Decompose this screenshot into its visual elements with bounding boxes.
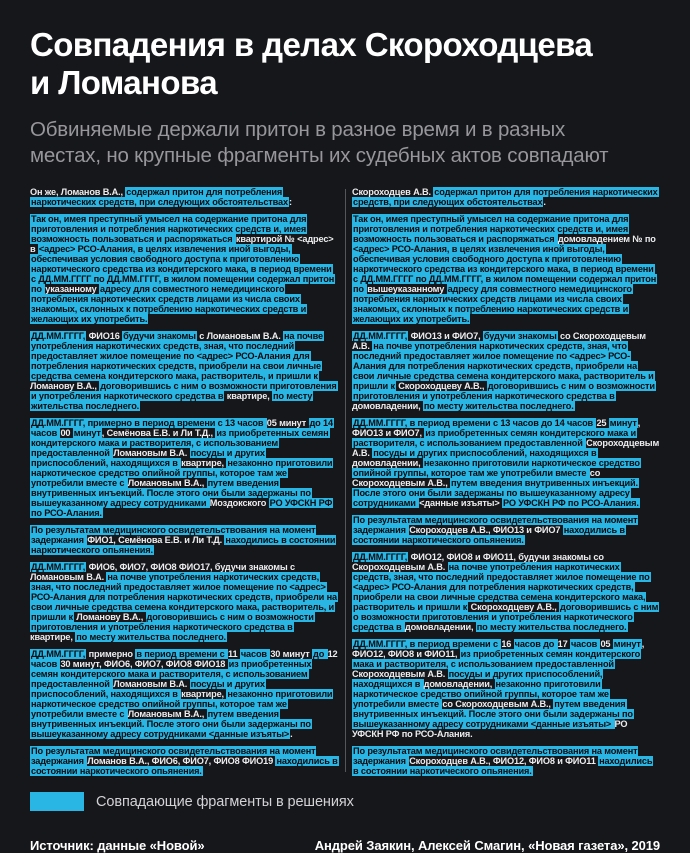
matching-fragment: минут	[73, 428, 101, 438]
matching-fragment: из приобретенных семян кондитерского мака и растворителя, с использованием предоставленной	[353, 649, 641, 669]
differing-fragment: 16	[501, 639, 514, 649]
court-text-paragraph	[352, 331, 660, 411]
matching-fragment: по месту жительства последнего.	[476, 622, 627, 632]
left-column-lomanov	[30, 187, 338, 776]
court-text-paragraph	[352, 746, 660, 776]
matching-fragment: Так он, имея преступный умысел на содержание притона для приготовления и потребления наркотических средств и, имея возможность пользоваться и распоряжаться	[31, 214, 307, 244]
matching-fragment: <адрес> РСО-Алания, в целях извлечения иной выгоды, обеспечивая условия свободного доступа к приготовлению наркотического средства из кондитерского мака, в период времени с ДД.ММ.ГГГГ по ДД.ММ.ГГГГ, в жилом помещении содержал притон по	[31, 244, 335, 294]
differing-fragment: со Скороходцевым А.В.,	[442, 699, 554, 709]
matching-fragment: на почве употребления наркотических средств, зная, что последний предоставляет жилое помещение по <адрес> РСО-Алания для потребления наркотических средств, приобрели на свои личные средства семена кондитерского мака, растворитель и пришли к	[353, 562, 650, 612]
matching-fragment: до 14 часов	[31, 418, 333, 438]
matching-fragment: по месту жительства последнего.	[31, 391, 313, 411]
differing-fragment: 17	[557, 639, 570, 649]
matching-fragment: путем введения внутривенных инъекций. После этого они были задержаны по вышеуказанному адресу сотрудниками <данные изъяты>	[31, 709, 311, 739]
differing-fragment: Скороходцев А.В., ФИО13 и ФИО7	[409, 525, 563, 535]
matching-fragment: путем введения внутривенных инъекций. После этого они были задержаны по вышеуказанному адресу сотрудниками	[353, 478, 638, 508]
differing-fragment: указанному	[45, 284, 100, 294]
matching-fragment: по месту жительства последнего.	[76, 632, 226, 642]
differing-fragment: ФИО6, ФИО7, ФИО8 ФИО17, будучи знакомы с Ломановым В.А.	[30, 562, 295, 582]
page-subtitle-line1: Обвиняемые держали притон в разное время и в разных	[30, 118, 566, 141]
differing-fragment: Ломанову В.А.,	[73, 612, 146, 622]
matching-fragment: ДД.ММ.ГГГГ,	[353, 552, 408, 562]
matching-fragment: Так он, имея преступный умысел на содержание притона для приготовления и потребления наркотических средств и, имея возможность пользоваться и распоряжаться	[353, 214, 629, 244]
matching-fragment: из приобретенных семян кондитерского мака и растворителя, с использованием предоставленной	[31, 659, 312, 689]
matching-fragment: до	[313, 649, 327, 659]
matching-fragment: незаконно приготовили наркотическое средство опийной группы, которое там же употребили вместе с	[31, 458, 333, 488]
matching-fragment: РО УФСКН РФ по РСО-Алания.	[502, 498, 639, 508]
matching-fragment: договорившись с ним о возможности приготовления и употребления наркотического средства в	[31, 612, 314, 632]
differing-fragment: ФИО16	[86, 331, 123, 341]
differing-fragment: РО УФСКН РФ по РСО-Алания.	[352, 719, 628, 739]
differing-fragment: Скороходцев А.В., ФИО12, ФИО8 и ФИО11	[409, 756, 599, 766]
matching-fragment: незаконно приготовили наркотическое средство опийной группы, которое там же употребили вместе	[353, 458, 640, 478]
matching-fragment: ДД.ММ.ГГГГ,	[31, 562, 86, 572]
differing-fragment: :	[288, 197, 292, 207]
differing-fragment: Скороходцеву А.В.,	[468, 602, 560, 612]
matching-fragment: РО УФСКН РФ по РСО-Алания.	[31, 498, 333, 518]
differing-fragment: 00	[60, 428, 73, 438]
differing-fragment: 11	[228, 649, 240, 659]
court-text-paragraph	[352, 639, 660, 739]
matching-fragment: посуды и других приспособлений, находящихся в	[373, 448, 597, 458]
differing-fragment: ФИО13 и ФИО7,	[408, 331, 483, 341]
court-text-paragraph	[352, 214, 660, 324]
differing-fragment: Ломановым В.А.	[113, 448, 190, 458]
matching-fragment: договорившись с ним о возможности приготовления и употребления наркотического средства в	[353, 602, 659, 632]
comparison-columns	[30, 187, 660, 776]
differing-fragment: Ломановым В.А.,	[127, 709, 207, 719]
page-subtitle-line2: местах, но крупные фрагменты их судебных актов совпадают	[30, 144, 609, 167]
differing-fragment: Скороходцевым А.В.	[352, 438, 660, 458]
differing-fragment: домовладении,	[352, 401, 423, 411]
differing-fragment: Скороходцев А.В.	[352, 187, 434, 197]
footer	[30, 838, 660, 853]
differing-fragment: квартирой № <адрес> в	[30, 234, 334, 254]
matching-fragment: незаконно приготовили наркотическое средство опийной группы, которое там же употребили вместе с	[31, 689, 333, 719]
differing-fragment: , Семёнова Е.В. и Ли Т.Д.,	[101, 428, 216, 438]
differing-fragment: Скороходцевым А.В.	[352, 669, 448, 679]
differing-fragment: вышеуказанному	[367, 284, 447, 294]
matching-fragment: будучи знакомы	[123, 331, 196, 341]
differing-fragment: квартире,	[181, 458, 227, 468]
matching-fragment: путем введения внутривенных инъекций. После этого они были задержаны по вышеуказанному адресу сотрудниками <данные изъяты>	[353, 699, 633, 729]
matching-fragment: находились в состоянии наркотического опьянения.	[31, 535, 336, 555]
page-title	[30, 26, 660, 102]
court-text-paragraph	[352, 418, 660, 508]
differing-fragment: <данные изъяты>	[419, 498, 502, 508]
matching-fragment: посуды и других приспособлений, находящихся в	[353, 669, 603, 689]
court-text-paragraph	[30, 562, 338, 642]
matching-fragment: адресу для совместного немедицинского потребления наркотических средств лицами из числа своих знакомых, склонных к потреблению наркотических средств и желающих их употребить.	[353, 284, 632, 324]
matching-fragment: на почве употребления наркотических средств, зная, что последний предоставляет жилое помещение по <адрес> РСО-Алания для потребления наркотических средств, приобрели на свои личные средства семена кондитерского мака, растворитель, и пришли к	[31, 572, 337, 622]
matching-fragment: находились в состоянии наркотического опьянения.	[353, 525, 625, 545]
matching-fragment: будучи знакомы	[483, 331, 557, 341]
matching-fragment: часов до	[514, 639, 557, 649]
matching-fragment: находились в состоянии наркотического опьянения.	[353, 756, 653, 776]
differing-fragment: квартире,	[181, 689, 227, 699]
matching-fragment: посуды и других приспособлений, находящихся в	[31, 448, 265, 468]
page-title-line2: и Ломанова	[30, 64, 217, 101]
matching-fragment: ДД.ММ.ГГГГ,	[31, 331, 86, 341]
differing-fragment: 05 минут	[266, 418, 309, 428]
source-label: Источник: данные «Новой»	[30, 838, 205, 853]
differing-fragment: домовладении,	[404, 622, 476, 632]
column-divider	[345, 189, 346, 772]
matching-fragment: находились в состоянии наркотического опьянения.	[31, 756, 338, 776]
matching-fragment: <адрес> РСО-Алания, в целях извлечения иной выгоды, обеспечивая условия свободного доступа к приготовлению наркотического средства из кондитерского мака, в период времени с ДД.ММ.ГГГГ по ДД.ММ.ГГГГ, в жилом помещении содержал притон по	[353, 244, 657, 294]
matching-fragment: минут	[613, 639, 641, 649]
court-text-paragraph	[352, 187, 660, 207]
differing-fragment: Ломанов В.А., ФИО6, ФИО7, ФИО8 ФИО19	[87, 756, 276, 766]
court-text-paragraph	[30, 746, 338, 776]
court-text-paragraph	[30, 418, 338, 518]
matching-fragment: ДД.ММ.ГГГГ,	[353, 331, 408, 341]
court-text-paragraph	[30, 331, 338, 411]
differing-fragment: , ФИО12, ФИО8 и ФИО11,	[352, 639, 645, 659]
differing-fragment: домовладении,	[352, 458, 423, 468]
differing-fragment: ФИО12, ФИО8 и ФИО11, будучи знакомы со Скороходцевым А.В.	[352, 552, 604, 572]
matching-fragment: незаконно приготовили наркотическое средство опийной группы, которое там же употребили вместе	[353, 679, 609, 709]
court-text-paragraph	[352, 552, 660, 632]
right-column-skorokhodtsev	[352, 187, 660, 776]
matching-fragment: часов	[571, 639, 600, 649]
court-text-paragraph	[30, 187, 338, 207]
matching-fragment: часов	[240, 649, 270, 659]
differing-fragment: 25	[596, 418, 609, 428]
matching-fragment: ДД.ММ.ГГГГ, в период времени с 13 часов до 14 часов	[353, 418, 596, 428]
legend	[30, 792, 660, 811]
matching-fragment: По результатам медицинского освидетельствования на момент задержания	[31, 746, 316, 766]
matching-fragment: минут	[609, 418, 637, 428]
matching-fragment: часов	[31, 659, 60, 669]
matching-fragment: путем введения внутривенных инъекций. После этого они были задержаны по вышеуказанному адресу сотрудниками	[31, 478, 311, 508]
matching-fragment: договорившись с ним о возможности приготовления и употребления наркотического средства в	[353, 381, 655, 401]
differing-fragment: Моздокского	[209, 498, 269, 508]
matching-fragment: по месту жительства последнего.	[423, 401, 574, 411]
court-text-paragraph	[30, 214, 338, 324]
matching-fragment: По результатам медицинского освидетельствования на момент задержания	[31, 525, 316, 545]
differing-fragment: 30 минут	[270, 649, 313, 659]
court-text-paragraph	[352, 515, 660, 545]
matching-fragment: в период времени с	[136, 649, 228, 659]
differing-fragment: Ломанову В.А.,	[30, 381, 100, 391]
differing-fragment: .	[543, 197, 546, 207]
differing-fragment: со Скороходцевым А.В.	[352, 331, 646, 351]
differing-fragment: Он же, Ломанов В.А.,	[30, 187, 126, 197]
differing-fragment: 12	[327, 649, 338, 659]
matching-fragment-swatch	[30, 792, 84, 811]
matching-fragment: из приобретенных семян кондитерского мака и растворителя, с использованием предоставленной	[31, 428, 329, 458]
differing-fragment: квартире,	[224, 391, 272, 401]
credits-label: Андрей Заякин, Алексей Смагин, «Новая газета», 2019	[314, 838, 660, 853]
differing-fragment: со Скороходцевым А.В.,	[352, 468, 601, 488]
differing-fragment: домовладением № по	[557, 234, 656, 244]
differing-fragment: с Ломановым В.А.	[196, 331, 284, 341]
differing-fragment: 05	[600, 639, 613, 649]
matching-fragment: адресу для совместного немедицинского потребления наркотических средств лицами из числа своих знакомых, склонных к потреблению наркотических средств и желающих их употребить.	[31, 284, 307, 324]
differing-fragment: Скороходцеву А.В.,	[395, 381, 487, 391]
legend-label: Совпадающие фрагменты в решениях	[96, 793, 354, 810]
matching-fragment: из приобретенных семян кондитерского мака и растворителя, с использованием предоставленной	[353, 428, 636, 448]
differing-fragment: Ломановым В.А.,	[127, 478, 207, 488]
differing-fragment: .	[290, 729, 293, 739]
matching-fragment: По результатам медицинского освидетельствования на момент задержания	[353, 515, 638, 535]
differing-fragment: домовладении,	[423, 679, 495, 689]
matching-fragment: ДД.ММ.ГГГГ, в период времени с	[353, 639, 501, 649]
matching-fragment: ДД.ММ.ГГГГ,	[31, 649, 86, 659]
court-text-paragraph	[30, 525, 338, 555]
matching-fragment: ДД.ММ.ГГГГ, примерно в период времени с 13 часов	[31, 418, 266, 428]
matching-fragment: посуды и других приспособлений, находящихся в	[31, 679, 265, 699]
matching-fragment: на почве употребления наркотических средств, зная, что последний предоставляет жилое помещение по <адрес> РСО-Алания для потребления наркотических средств, приобрели на свои личные средства семена кондитерского мака, растворитель, и пришли к	[31, 331, 323, 381]
differing-fragment: квартире,	[30, 632, 76, 642]
court-text-paragraph	[30, 649, 338, 739]
page-subtitle	[30, 117, 660, 169]
matching-fragment: договорившись с ним о возможности приготовления и употребления наркотического средства в	[31, 381, 337, 401]
differing-fragment: , ФИО13 и ФИО7,	[352, 418, 641, 438]
differing-fragment: ФИО1, Семёнова Е.В. и Ли Т.Д.	[87, 535, 225, 545]
differing-fragment: примерно	[86, 649, 136, 659]
matching-fragment: на почве употребления наркотических средств, зная, что последний предоставляет жилое помещение по <адрес> РСО-Алания для потребления наркотических средств, приобрели на свои личные средства семена кондитерского мака, растворитель и пришли к	[353, 341, 654, 391]
page-title-line1: Совпадения в делах Скороходцева	[30, 26, 593, 63]
matching-fragment: содержал притон для потребления наркотических средств, при следующих обстоятельствах	[31, 187, 288, 207]
matching-fragment: содержал притон для потребления наркотических средств, при следующих обстоятельствах	[353, 187, 658, 207]
matching-fragment: По результатам медицинского освидетельствования на момент задержания	[353, 746, 638, 766]
differing-fragment: 30 минут, ФИО6, ФИО7, ФИО8 ФИО18	[60, 659, 228, 669]
differing-fragment: Ломановым В.А.	[113, 679, 190, 689]
